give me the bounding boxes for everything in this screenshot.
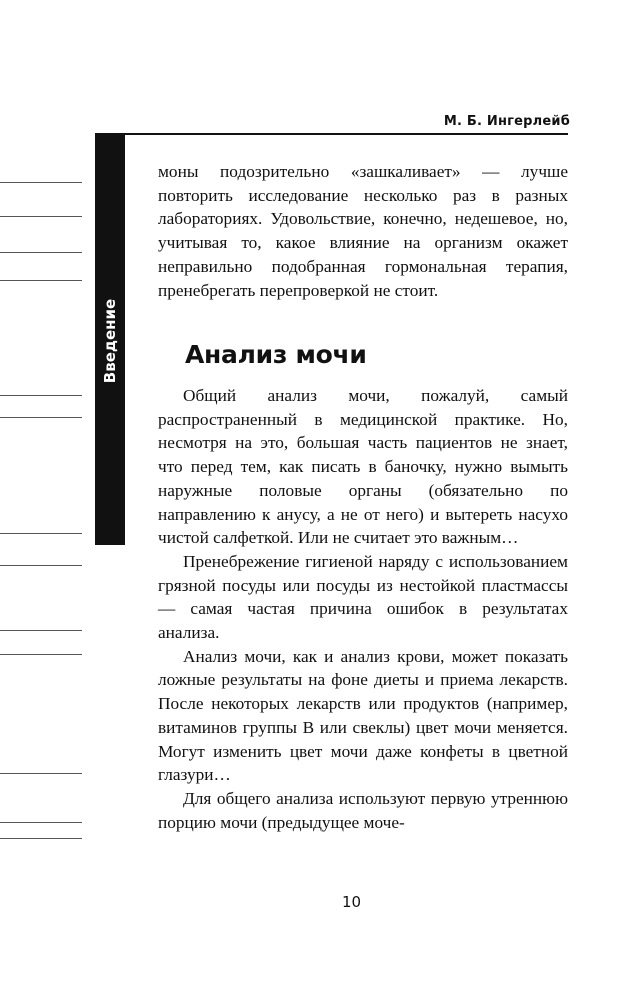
margin-line — [0, 533, 82, 534]
margin-line — [0, 822, 82, 823]
margin-line — [0, 565, 82, 566]
margin-line — [0, 395, 82, 396]
section-side-tab-label: Введение — [101, 298, 119, 384]
paragraph: Для общего анализа используют первую утреннюю порцию мочи (предыдущее моче- — [158, 788, 568, 832]
margin-line — [0, 280, 82, 281]
margin-line — [0, 252, 82, 253]
margin-line — [0, 630, 82, 631]
header-rule — [95, 133, 568, 135]
body-text-section — [158, 384, 568, 834]
margin-line — [0, 216, 82, 217]
paragraph: Общий анализ мочи, пожалуй, самый распространенный в медицинской практике. Но, несмотря на это, большая часть пациентов не знает, что перед тем, как писать в баночку, нужно вымыть наружные половые органы (обязательно по направлению к анусу, а не от него) и вытереть насухо чистой салфеткой. Или не считает это важным… — [158, 386, 568, 548]
margin-line — [0, 838, 82, 839]
paragraph: Анализ мочи, как и анализ крови, может показать ложные результаты на фоне диеты и приема лекарств. После некоторых лекарств или продуктов (например, витаминов группы В или свеклы) цвет мочи меняется. Могут изменить цвет мочи даже конфеты в цветной глазури… — [158, 646, 568, 785]
margin-line — [0, 654, 82, 655]
body-text-continued — [158, 160, 568, 302]
paragraph-continued: моны подозрительно «зашкаливает» — лучше повторить исследование несколько раз в разных лабораториях. Удовольствие, конечно, недешевое, но, учитывая то, какое влияние на организм окажет неправильно подобранная гормональная терапия, пренебрегать перепроверкой не стоит. — [158, 162, 568, 300]
section-side-tab-label-wrap — [95, 133, 125, 545]
margin-line — [0, 773, 82, 774]
margin-line — [0, 417, 82, 418]
margin-line — [0, 182, 82, 183]
paragraph: Пренебрежение гигиеной наряду с использованием грязной посуды или посуды из нестойкой пластмассы — самая частая причина ошибок в результатах анализа. — [158, 551, 568, 643]
page-number: 10 — [341, 893, 362, 911]
running-header-author: М. Б. Ингерлейб — [443, 114, 570, 129]
section-heading: Анализ мочи — [185, 340, 367, 369]
